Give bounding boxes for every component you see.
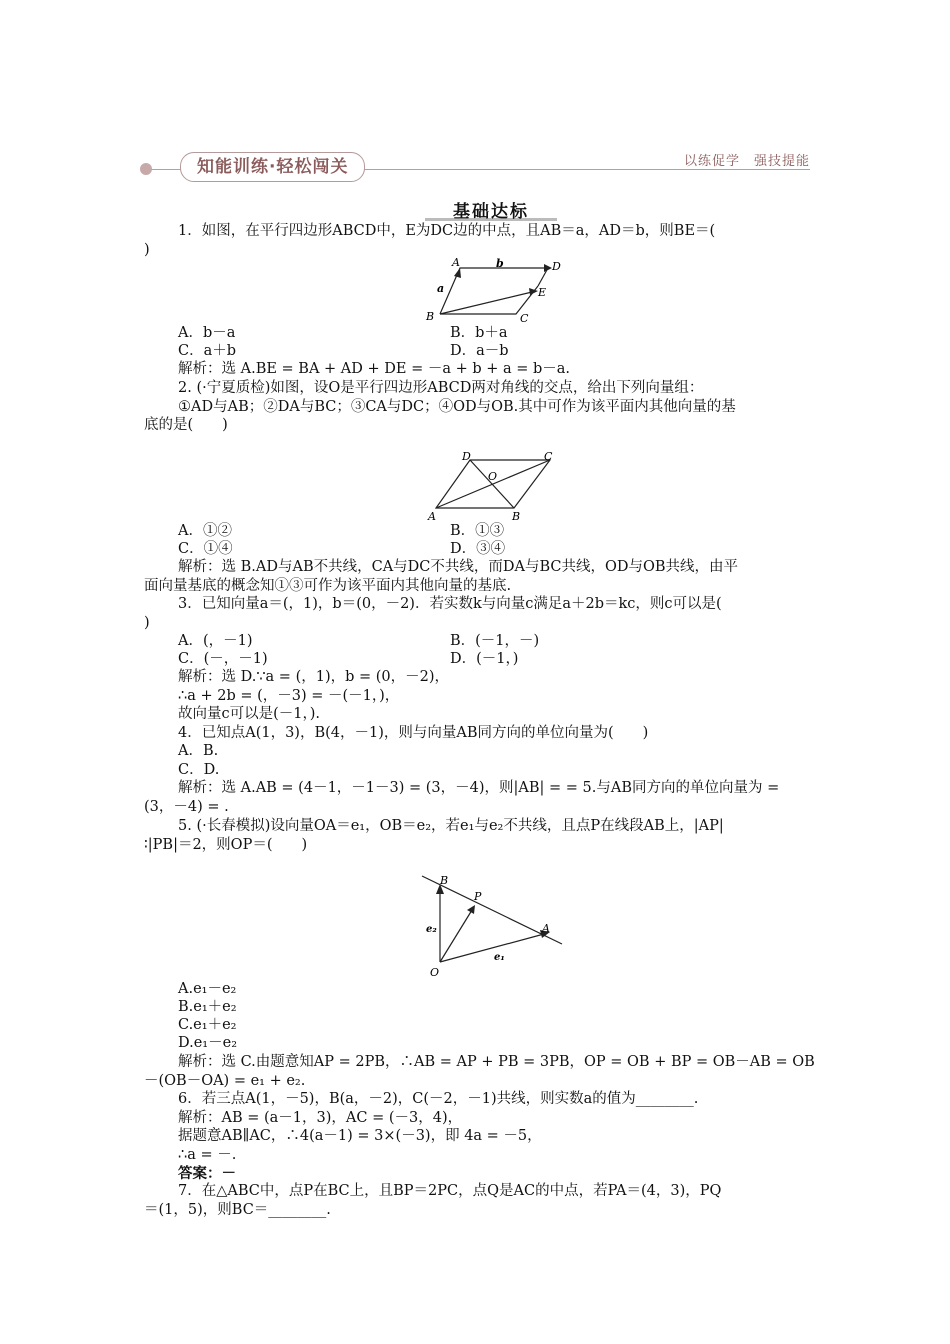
fig2-label-B: B (512, 510, 521, 522)
fig1-arrow-ab (454, 268, 461, 278)
figure-parallelogram-diagonals (424, 450, 564, 522)
q5-solution-2: －(OB－OA) = e₁ + e₂. (144, 1073, 306, 1089)
q1-option-d: D．a－b (450, 343, 509, 359)
fig3-label-P: P (474, 890, 482, 903)
q6-solution-2: 据题意AB∥AC，∴4(a－1) = 3×(－3)，即 4a = －5， (178, 1128, 542, 1144)
q5-option-b: B.e₁＋e₂ (178, 999, 237, 1015)
q5-option-c: C.e₁＋e₂ (178, 1017, 237, 1033)
q5-stem-2: ∶|PB|＝2，则OP＝( ) (144, 837, 308, 853)
q2-solution-2: 面向量基底的概念知①③可作为该平面内其他向量的基底. (144, 578, 512, 594)
q3-solution-1: 解析：选 D.∵a = (，1)，b = (0，－2)， (178, 669, 450, 685)
page-header (140, 150, 810, 184)
fig2-diagonal-db (470, 460, 514, 508)
figure-parallelogram-abcd-e (420, 256, 570, 326)
q2-option-a: A．①② (178, 523, 232, 539)
q2-option-d: D．③④ (450, 541, 506, 557)
fig2-label-C: C (544, 450, 553, 463)
fig2-label-A: A (428, 510, 436, 522)
q4-stem: 4．已知点A(1，3)，B(4，－1)，则与向量AB同方向的单位向量为( ) (178, 725, 649, 741)
header-badge: 知能训练·轻松闯关 (180, 152, 365, 182)
fig1-label-a: a (437, 282, 445, 295)
fig3-label-e2: e₂ (426, 924, 437, 935)
fig1-label-C: C (520, 312, 529, 325)
q4-options-ab: A．B. (178, 743, 219, 759)
fig1-label-E: E (538, 286, 547, 299)
q3-option-b: B．(－1，－) (450, 633, 540, 649)
fig1-edges-bottom (440, 286, 538, 314)
q3-option-c: C．(－，－1) (178, 651, 268, 667)
fig1-label-A: A (452, 256, 460, 269)
q1-option-c: C．a＋b (178, 343, 237, 359)
q6-stem: 6．若三点A(1，－5)，B(a，－2)，C(－2，－1)共线，则实数a的值为________. (178, 1091, 699, 1107)
header-slogan: 以练促学 强技提能 (683, 154, 810, 169)
q1-solution: 解析：选 A.BE = BA + AD + DE = －a + b + a = b－a. (178, 361, 571, 377)
fig1-arrow-be (529, 288, 538, 295)
q6-solution-1: 解析：AB = (a－1，3)，AC = (－3，4)， (178, 1110, 463, 1126)
q7-stem-2: ＝(1，5)，则BC＝________. (144, 1202, 331, 1218)
fig1-label-b: b (496, 257, 504, 270)
fig1-arrow-ad (544, 264, 552, 272)
q7-stem-1: 7．在△ABC中，点P在BC上，且BP＝2PC，点Q是AC的中点，若PA＝(4，3)，PQ (178, 1183, 722, 1199)
q4-options-cd: C．D. (178, 762, 220, 778)
q2-option-c: C．①④ (178, 541, 233, 557)
fig3-label-e1: e₁ (494, 952, 505, 963)
q2-stem-2: ①AD与AB；②DA与BC；③CA与DC；④OD与OB.其中可作为该平面内其他向量的基 (178, 399, 736, 415)
figure-vectors-oab (412, 866, 572, 978)
q6-solution-3: ∴a = －. (178, 1147, 237, 1163)
q5-solution-1: 解析：选 C.由题意知AP = 2PB，∴AB = AP + PB = 3PB，OP = OB + BP = OB－AB = OB (178, 1054, 815, 1070)
q3-option-a: A．(，－1) (178, 633, 253, 649)
q6-answer: 答案：－ (178, 1165, 236, 1182)
fig1-label-B: B (426, 310, 435, 323)
header-dot (140, 163, 152, 175)
q3-option-d: D．(－1，) (450, 651, 519, 667)
q3-stem: 3．已知向量a＝(，1)，b＝(0，－2)．若实数k与向量c满足a＋2b＝kc，则c可以是( (178, 596, 722, 612)
fig3-label-A: A (542, 922, 550, 935)
q3-stem-end: ) (144, 615, 150, 631)
q1-option-b: B．b＋a (450, 325, 508, 341)
section-title: 基础达标 (453, 202, 529, 222)
fig2-label-O: O (488, 470, 498, 483)
q5-stem-1: 5. (·长春模拟)设向量OA＝e₁，OB＝e₂，若e₁与e₂不共线，且点P在线段AB上，|AP| (178, 818, 724, 834)
q1-stem-end: ) (144, 242, 150, 258)
q5-option-d: D.e₁－e₂ (178, 1035, 238, 1051)
q2-stem-1: 2. (·宁夏质检)如图，设O是平行四边形ABCD两对角线的交点，给出下列向量组： (178, 380, 704, 396)
q4-solution-1: 解析：选 A.AB = (4－1，－1－3) = (3，－4)，则|AB| = = 5.与AB同方向的单位向量为 = (178, 780, 780, 796)
fig3-label-O: O (430, 966, 440, 978)
q4-solution-2: (3，－4) = . (144, 799, 229, 815)
q1-option-a: A．b－a (178, 325, 236, 341)
q5-option-a: A.e₁－e₂ (178, 981, 237, 997)
q3-solution-2: ∴a + 2b = (，－3) = －(－1，)， (178, 688, 400, 704)
q2-stem-3: 底的是( ) (144, 417, 228, 433)
fig1-label-D: D (552, 260, 561, 273)
q1-stem: 1．如图，在平行四边形ABCD中，E为DC边的中点，且AB＝a，AD＝b，则BE＝( (178, 223, 716, 239)
q3-solution-3: 故向量c可以是(－1，). (178, 706, 321, 722)
fig3-label-B: B (440, 874, 449, 887)
q2-option-b: B．①③ (450, 523, 505, 539)
fig3-vector-oa (440, 934, 544, 962)
q2-solution-1: 解析：选 B.AD与AB不共线，CA与DC不共线，而DA与BC共线，OD与OB共线，由平 (178, 559, 739, 575)
fig2-label-D: D (462, 450, 471, 463)
